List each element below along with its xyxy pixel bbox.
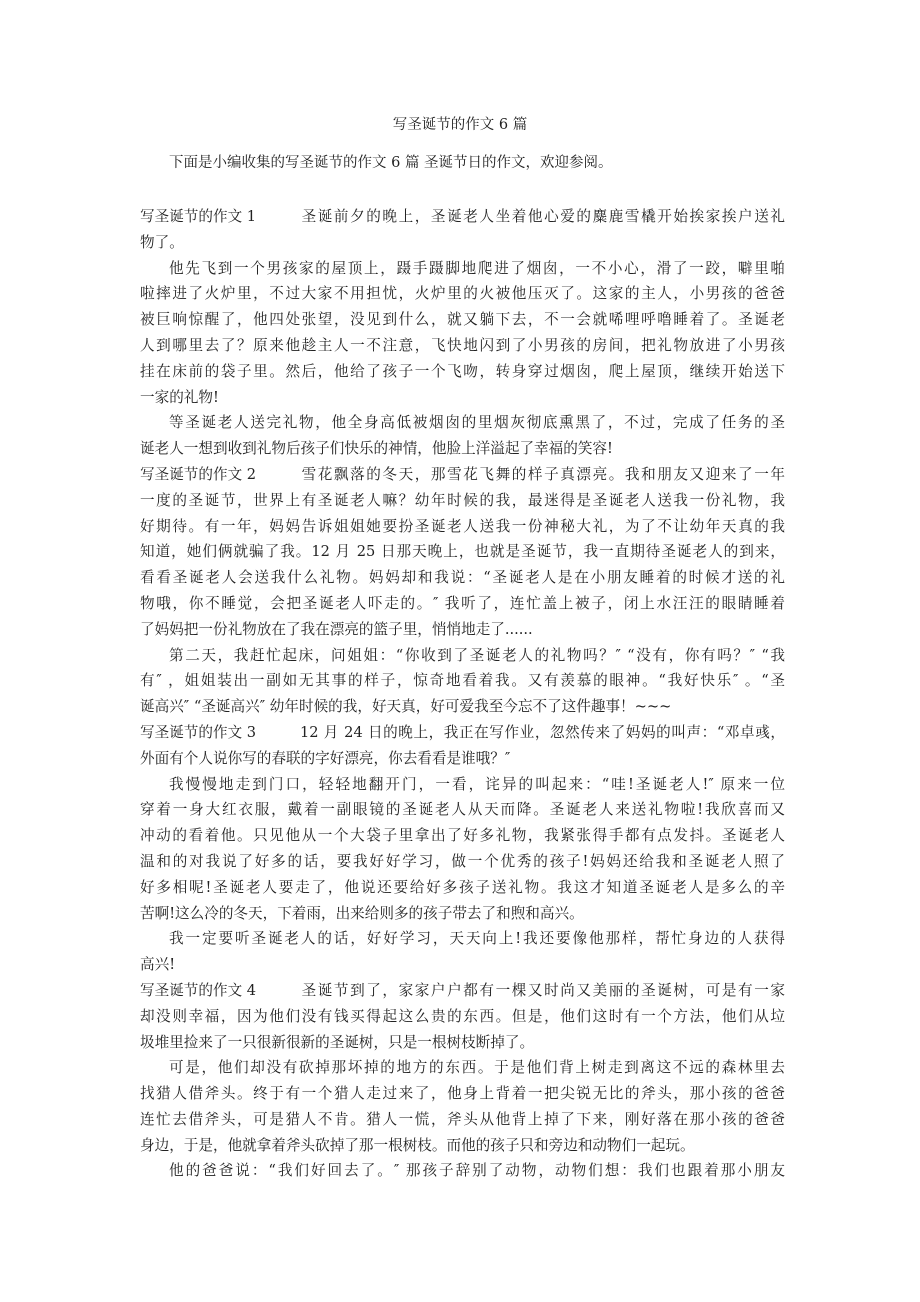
text-line xyxy=(140,617,785,643)
line-text: 圣诞前夕的晚上，圣诞老人坐着他心爱的麋鹿雪橇开始挨家挨户送礼 xyxy=(300,208,785,225)
text-line xyxy=(140,1107,785,1133)
text-line xyxy=(140,643,785,669)
text-line xyxy=(140,359,785,385)
text-line xyxy=(140,901,785,927)
line-text: 好期待。有一年，妈妈告诉姐姐她要扮圣诞老人送我一份神秘大礼，为了不让幼年天真的我 xyxy=(140,517,785,535)
text-line xyxy=(140,746,785,772)
line-text: 人到哪里去了？原来他趁主人一不注意，飞快地闪到了小男孩的房间，把礼物放进了小男孩 xyxy=(140,336,785,354)
line-text: 诞高兴″ “圣诞高兴″ 幼年时候的我，好天真，好可爱我至今忘不了这件趣事！~~~ xyxy=(140,698,672,716)
line-text: 一家的礼物! xyxy=(140,388,219,406)
text-line xyxy=(140,1158,785,1184)
text-line xyxy=(140,1081,785,1107)
text-line xyxy=(140,591,785,617)
line-text: 看看圣诞老人会送我什么礼物。妈妈却和我说：“圣诞老人是在小朋友睡着的时候才送的礼 xyxy=(140,569,785,587)
text-line xyxy=(140,926,785,952)
line-text: 可是，他们却没有砍掉那坏掉的地方的东西。于是他们背上树走到离这不远的森林里去 xyxy=(169,1059,785,1077)
line-text: 诞老人一想到收到礼物后孩子们快乐的神情，他脸上洋溢起了幸福的笑容! xyxy=(140,440,613,458)
essay-heading-line xyxy=(140,978,785,1004)
essay-label: 写圣诞节的作文 2 xyxy=(140,465,257,483)
line-text: 身边，于是，他就拿着斧头砍掉了那一根树枝。而他的孩子只和旁边和动物们一起玩。 xyxy=(140,1136,695,1154)
text-line xyxy=(140,385,785,411)
essay-label: 写圣诞节的作文 1 xyxy=(140,208,257,225)
text-line xyxy=(140,849,785,875)
essay-heading-line xyxy=(140,720,785,746)
line-text: 连忙去借斧头，可是猎人不肯。猎人一慌，斧头从他背上掉了下来，刚好落在那小孩的爸爸 xyxy=(140,1110,785,1128)
document-title: 写圣诞节的作文 6 篇 xyxy=(392,117,528,133)
text-line xyxy=(140,875,785,901)
text-line xyxy=(140,256,785,282)
line-text: 外面有个人说你写的春联的字好漂亮，你去看看是谁哦？″ xyxy=(140,749,511,767)
line-text: 好多相呢!圣诞老人要走了，他说还要给好多孩子送礼物。我这才知道圣诞老人是多么的辛 xyxy=(140,878,785,896)
text-line xyxy=(140,436,785,462)
text-line xyxy=(140,1004,785,1030)
essay-heading-line xyxy=(140,462,785,488)
line-text: 啦摔进了火炉里，不过大家不用担忧，火炉里的火被他压灭了。这家的主人，小男孩的爸爸 xyxy=(140,285,785,303)
line-text: 圾堆里捡来了一只很新很新的圣诞树，只是一根树枝断掉了。 xyxy=(140,1033,535,1051)
line-text: 一度的圣诞节，世界上有圣诞老人嘛？幼年时候的我，最迷得是圣诞老人送我一份礼物，我 xyxy=(140,491,785,509)
line-text: 物哦，你不睡觉，会把圣诞老人吓走的。″ 我听了，连忙盖上被子，闭上水汪汪的眼睛睡着 xyxy=(140,594,785,612)
line-text: 找猎人借斧头。终于有一个猎人走过来了，他身上背着一把尖锐无比的斧头，那小孩的爸爸 xyxy=(140,1085,785,1103)
line-text: 高兴! xyxy=(140,956,176,974)
line-text: 我慢慢地走到门口，轻轻地翻开门，一看，诧异的叫起来：“哇!圣诞老人!″ 原来一位 xyxy=(169,775,785,793)
text-line xyxy=(140,1133,785,1159)
text-line xyxy=(140,1030,785,1056)
text-line xyxy=(140,565,785,591)
line-text: 他的爸爸说：“我们好回去了。″ 那孩子辞别了动物，动物们想：我们也跟着那小朋友 xyxy=(169,1162,785,1180)
text-line xyxy=(140,514,785,540)
text-line xyxy=(140,823,785,849)
line-text: 等圣诞老人送完礼物，他全身高低被烟囱的里烟灰彻底熏黑了，不过，完成了任务的圣 xyxy=(169,414,785,432)
text-line xyxy=(140,797,785,823)
text-line xyxy=(140,307,785,333)
essay-label: 写圣诞节的作文 3 xyxy=(140,723,257,741)
text-line xyxy=(140,668,785,694)
text-line xyxy=(140,488,785,514)
line-text: 有″ ，姐姐装出一副如无其事的样子，惊奇地看着我。又有羡慕的眼神。“我好快乐″ 。“圣 xyxy=(140,672,785,690)
text-line xyxy=(140,1055,785,1081)
line-text: 挂在床前的袋子里。然后，他给了孩子一个飞吻，转身穿过烟囱，爬上屋顶，继续开始送下 xyxy=(140,362,785,380)
document-body xyxy=(140,204,785,1184)
text-line xyxy=(140,539,785,565)
line-text: 12 月 24 日的晚上，我正在写作业，忽然传来了妈妈的叫声：“邓卓彧， xyxy=(300,723,785,741)
line-text: 温和的对我说了好多的话，要我好好学习，做一个优秀的孩子!妈妈还给我和圣诞老人照了 xyxy=(140,852,785,870)
text-line xyxy=(140,230,785,256)
text-line xyxy=(140,694,785,720)
line-text: 穿着一身大红衣服，戴着一副眼镜的圣诞老人从天而降。圣诞老人来送礼物啦!我欣喜而又 xyxy=(140,801,785,819)
line-text: 了妈妈把一份礼物放在了我在漂亮的篮子里，悄悄地走了...... xyxy=(140,620,533,638)
intro-paragraph: 下面是小编收集的写圣诞节的作文 6 篇 圣诞节日的作文，欢迎参阅。 xyxy=(169,155,613,171)
line-text: 苦啊!这么冷的冬天，下着雨，出来给则多的孩子带去了和煦和高兴。 xyxy=(140,904,584,922)
text-line xyxy=(140,333,785,359)
essay-label: 写圣诞节的作文 4 xyxy=(140,981,257,999)
line-text: 圣诞节到了，家家户户都有一棵又时尚又美丽的圣诞树，可是有一家 xyxy=(300,981,785,999)
text-line xyxy=(140,281,785,307)
line-text: 他先飞到一个男孩家的屋顶上，蹑手蹑脚地爬进了烟囱，一不小心，滑了一跤，噼里啪 xyxy=(169,259,785,277)
line-text: 我一定要听圣诞老人的话，好好学习，天天向上!我还要像他那样，帮忙身边的人获得 xyxy=(169,930,785,948)
text-line xyxy=(140,952,785,978)
line-text: 知道，她们俩就骗了我。12 月 25 日那天晚上，也就是圣诞节，我一直期待圣诞老人的到来， xyxy=(140,543,785,561)
line-text: 冲动的看着他。只见他从一个大袋子里拿出了好多礼物，我紧张得手都有点发抖。圣诞老人 xyxy=(140,827,785,845)
line-text: 却没则幸福，因为他们没有钱买得起这么贵的东西。但是，他们这时有一个方法，他们从垃 xyxy=(140,1007,785,1025)
text-line xyxy=(140,410,785,436)
line-text: 雪花飘落的冬天，那雪花飞舞的样子真漂亮。我和朋友又迎来了一年 xyxy=(300,465,785,483)
line-text: 物了。 xyxy=(140,233,184,251)
line-text: 第二天，我赶忙起床，问姐姐：“你收到了圣诞老人的礼物吗？″ “没有，你有吗？″ “我 xyxy=(169,646,785,664)
text-line xyxy=(140,772,785,798)
essay-heading-line xyxy=(140,204,785,230)
line-text: 被巨响惊醒了，他四处张望，没见到什么，就又躺下去，不一会就唏哩呼噜睡着了。圣诞老 xyxy=(140,311,785,329)
